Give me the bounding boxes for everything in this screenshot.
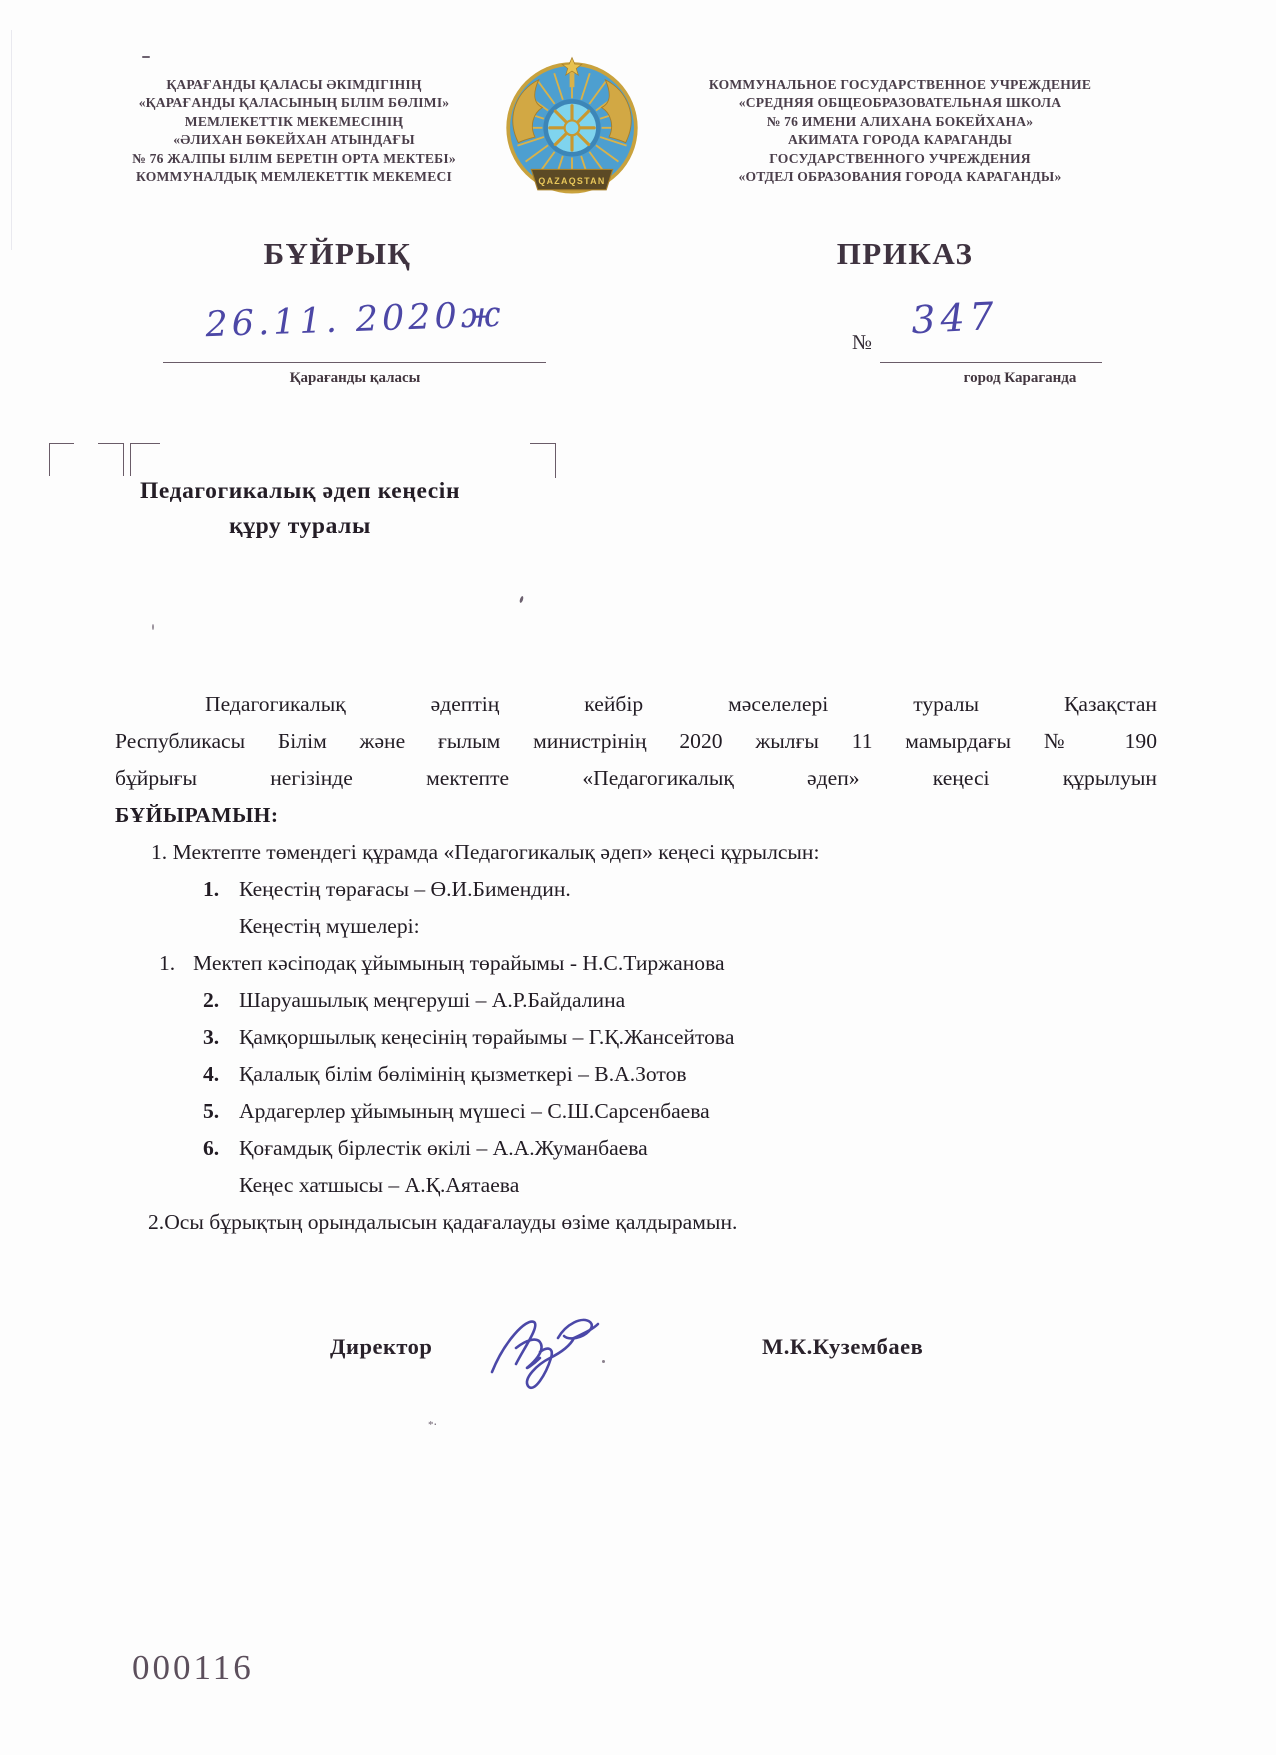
org-name-russian (652, 76, 1148, 186)
org-left-line: «ҚАРАҒАНДЫ ҚАЛАСЫНЫҢ БІЛІМ БӨЛІМІ» (138, 95, 450, 111)
number-sign: № (852, 330, 873, 354)
list-item-text: Ардагерлер ұйымының мүшесі – С.Ш.Сарсенбаева (239, 1099, 710, 1123)
scan-speck (142, 56, 150, 58)
order-body (115, 686, 1157, 1241)
signer-name: М.К.Кузембаев (762, 1334, 924, 1359)
council-list-item (115, 908, 1157, 945)
resolve-word: БҰЙЫРАМЫН: (115, 803, 279, 827)
council-list-item (115, 1019, 1157, 1056)
list-item-text: Кеңестің мүшелері: (239, 914, 420, 938)
list-item-number: 4. (203, 1062, 220, 1086)
scan-speck (602, 1360, 605, 1363)
svg-text:QAZAQSTAN: QAZAQSTAN (538, 175, 606, 186)
order-subject (140, 474, 500, 544)
council-list-item (115, 1093, 1157, 1130)
list-item-text: Қамқоршылық кеңесінің төрайымы – Г.Қ.Жансейтова (239, 1025, 735, 1049)
form-serial-number: 000116 (132, 1648, 254, 1687)
council-list-item (115, 1167, 1157, 1204)
org-name-kazakh (104, 76, 484, 186)
list-item-text: Қалалық білім бөлімінің қызметкері – В.А.Зотов (239, 1062, 687, 1086)
scan-speck (152, 624, 154, 630)
org-left-line: ҚАРАҒАНДЫ ҚАЛАСЫ ӘКІМДІГІНІҢ (166, 77, 422, 92)
kazakhstan-emblem-icon (498, 50, 646, 202)
director-signature-icon (478, 1294, 653, 1414)
handwritten-date: 26.11. 2020ж (204, 294, 506, 346)
list-item-number: 5. (203, 1099, 220, 1123)
corner-mark (130, 443, 160, 476)
corner-mark (98, 443, 124, 476)
order-point-2: 2.Осы бұрықтың орындалысын қадағалауды өзіме қалдырамын. (148, 1210, 738, 1234)
list-item-text: Қоғамдық бірлестік өкілі – А.А.Жуманбаева (239, 1136, 648, 1160)
signature-block (0, 1326, 1276, 1436)
body-paragraph-line: бұйрығы негізінде мектепте «Педагогикалық әдеп» кеңесі құрылуын (115, 766, 1157, 790)
corner-mark (49, 443, 74, 476)
list-item-text: Мектеп кәсіподақ ұйымының төрайымы - Н.С.Тиржанова (193, 951, 725, 975)
list-item-number: 3. (203, 1025, 220, 1049)
order-title-russian: ПРИКАЗ (836, 236, 974, 271)
corner-mark (530, 443, 556, 478)
number-fill-line (880, 362, 1102, 363)
council-list-item (115, 1056, 1157, 1093)
org-left-line: МЕМЛЕКЕТТІК МЕКЕМЕСІНІҢ (184, 113, 404, 129)
council-list-item (115, 1130, 1157, 1167)
date-fill-line (163, 362, 546, 363)
order-title-kazakh: БҰЙРЫҚ (263, 236, 412, 271)
org-left-line: «ӘЛИХАН БӨКЕЙХАН АТЫНДАҒЫ (173, 132, 415, 148)
scan-speck (519, 596, 524, 604)
org-right-line: КОММУНАЛЬНОЕ ГОСУДАРСТВЕННОЕ УЧРЕЖДЕНИЕ (708, 77, 1092, 92)
scan-speck: *⋅ (428, 1419, 437, 1431)
org-right-line: ГОСУДАРСТВЕННОГО УЧРЕЖДЕНИЯ (769, 150, 1031, 166)
subject-line-1: Педагогикалық әдеп кеңесін (140, 478, 461, 504)
council-list-item (115, 871, 1157, 908)
list-item-number: 6. (203, 1136, 220, 1160)
handwritten-order-number: 347 (910, 293, 1000, 343)
org-right-line: «ОТДЕЛ ОБРАЗОВАНИЯ ГОРОДА КАРАГАНДЫ» (738, 169, 1062, 185)
list-item-text: Кеңес хатшысы – А.Қ.Аятаева (239, 1173, 520, 1197)
list-item-number: 1. (159, 951, 176, 975)
signer-role: Директор (330, 1334, 433, 1359)
body-paragraph-line: Педагогикалық әдептің кейбір мәселелері туралы Қазақстан (205, 692, 1157, 716)
org-left-line: КОММУНАЛДЫҚ МЕМЛЕКЕТТІК МЕКЕМЕСІ (136, 169, 452, 185)
org-right-line: АКИМАТА ГОРОДА КАРАГАНДЫ (788, 132, 1012, 148)
place-name-russian: город Караганда (963, 370, 1077, 386)
council-list-item (115, 982, 1157, 1019)
subject-line-2: құру туралы (229, 513, 371, 539)
list-item-number: 1. (203, 877, 220, 901)
org-right-line: «СРЕДНЯЯ ОБЩЕОБРАЗОВАТЕЛЬНАЯ ШКОЛА (738, 95, 1062, 111)
order-point-1: 1. Мектепте төмендегі құрамда «Педагогикалық әдеп» кеңесі құрылсын: (151, 840, 820, 864)
list-item-number: 2. (203, 988, 220, 1012)
org-left-line: № 76 ЖАЛПЫ БІЛІМ БЕРЕТІН ОРТА МЕКТЕБІ» (132, 150, 456, 166)
org-right-line: № 76 ИМЕНИ АЛИХАНА БОКЕЙХАНА» (766, 113, 1034, 129)
body-paragraph-line: Республикасы Білім және ғылым министрінің 2020 жылғы 11 мамырдағы № 190 (115, 729, 1157, 753)
scan-edge-artifact (11, 30, 12, 250)
list-item-text: Кеңестің төрағасы – Ө.И.Бимендин. (239, 877, 571, 901)
place-name-kazakh: Қарағанды қаласы (289, 370, 421, 386)
list-item-text: Шаруашылық меңгеруші – А.Р.Байдалина (239, 988, 626, 1012)
council-list-item (115, 945, 1157, 982)
